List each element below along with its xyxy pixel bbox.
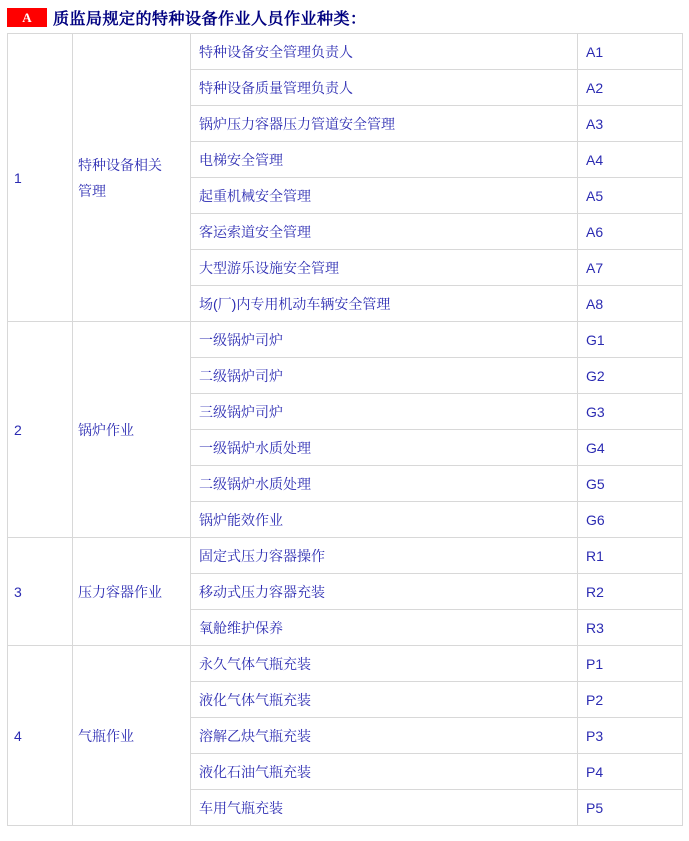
job-code-cell: A8 (578, 286, 683, 322)
table-row (8, 322, 683, 358)
job-code-cell: A7 (578, 250, 683, 286)
job-name-cell: 氧舱维护保养 (191, 610, 578, 646)
job-name-cell: 车用气瓶充装 (191, 790, 578, 826)
job-name-cell: 液化气体气瓶充装 (191, 682, 578, 718)
section-number-cell: 2 (8, 322, 73, 538)
page-header (7, 8, 689, 27)
job-code-cell: G1 (578, 322, 683, 358)
job-name-cell: 液化石油气瓶充装 (191, 754, 578, 790)
job-name-cell: 大型游乐设施安全管理 (191, 250, 578, 286)
job-code-cell: P4 (578, 754, 683, 790)
job-code-cell: A4 (578, 142, 683, 178)
job-code-cell: R1 (578, 538, 683, 574)
job-name-cell: 特种设备质量管理负责人 (191, 70, 578, 106)
job-name-cell: 溶解乙炔气瓶充装 (191, 718, 578, 754)
job-name-cell: 永久气体气瓶充装 (191, 646, 578, 682)
job-code-cell: A3 (578, 106, 683, 142)
job-code-cell: P5 (578, 790, 683, 826)
job-code-cell: G6 (578, 502, 683, 538)
job-code-cell: A5 (578, 178, 683, 214)
job-name-cell: 锅炉压力容器压力管道安全管理 (191, 106, 578, 142)
job-code-cell: P1 (578, 646, 683, 682)
section-category-cell: 锅炉作业 (73, 322, 191, 538)
job-name-cell: 起重机械安全管理 (191, 178, 578, 214)
job-code-cell: A1 (578, 34, 683, 70)
job-name-cell: 固定式压力容器操作 (191, 538, 578, 574)
job-name-cell: 电梯安全管理 (191, 142, 578, 178)
job-name-cell: 一级锅炉水质处理 (191, 430, 578, 466)
section-number-cell: 4 (8, 646, 73, 826)
job-name-cell: 移动式压力容器充装 (191, 574, 578, 610)
section-number-cell: 3 (8, 538, 73, 646)
job-code-cell: R3 (578, 610, 683, 646)
section-category-cell: 压力容器作业 (73, 538, 191, 646)
job-name-cell: 客运索道安全管理 (191, 214, 578, 250)
section-category-cell: 特种设备相关管理 (73, 34, 191, 322)
job-code-cell: G5 (578, 466, 683, 502)
job-name-cell: 三级锅炉司炉 (191, 394, 578, 430)
job-name-cell: 二级锅炉司炉 (191, 358, 578, 394)
job-code-cell: A2 (578, 70, 683, 106)
job-code-cell: G2 (578, 358, 683, 394)
job-name-cell: 特种设备安全管理负责人 (191, 34, 578, 70)
job-name-cell: 二级锅炉水质处理 (191, 466, 578, 502)
job-name-cell: 锅炉能效作业 (191, 502, 578, 538)
table-row (8, 34, 683, 70)
job-code-cell: R2 (578, 574, 683, 610)
section-category-cell: 气瓶作业 (73, 646, 191, 826)
page-title: 质监局规定的特种设备作业人员作业种类： (53, 11, 367, 28)
job-name-cell: 一级锅炉司炉 (191, 322, 578, 358)
job-code-cell: P2 (578, 682, 683, 718)
job-code-cell: G3 (578, 394, 683, 430)
job-code-cell: P3 (578, 718, 683, 754)
section-letter-badge: A (7, 8, 47, 27)
job-category-table-body (8, 34, 683, 826)
job-name-cell: 场(厂)内专用机动车辆安全管理 (191, 286, 578, 322)
job-category-table (7, 33, 683, 826)
table-row (8, 538, 683, 574)
job-code-cell: A6 (578, 214, 683, 250)
table-row (8, 646, 683, 682)
job-code-cell: G4 (578, 430, 683, 466)
section-number-cell: 1 (8, 34, 73, 322)
